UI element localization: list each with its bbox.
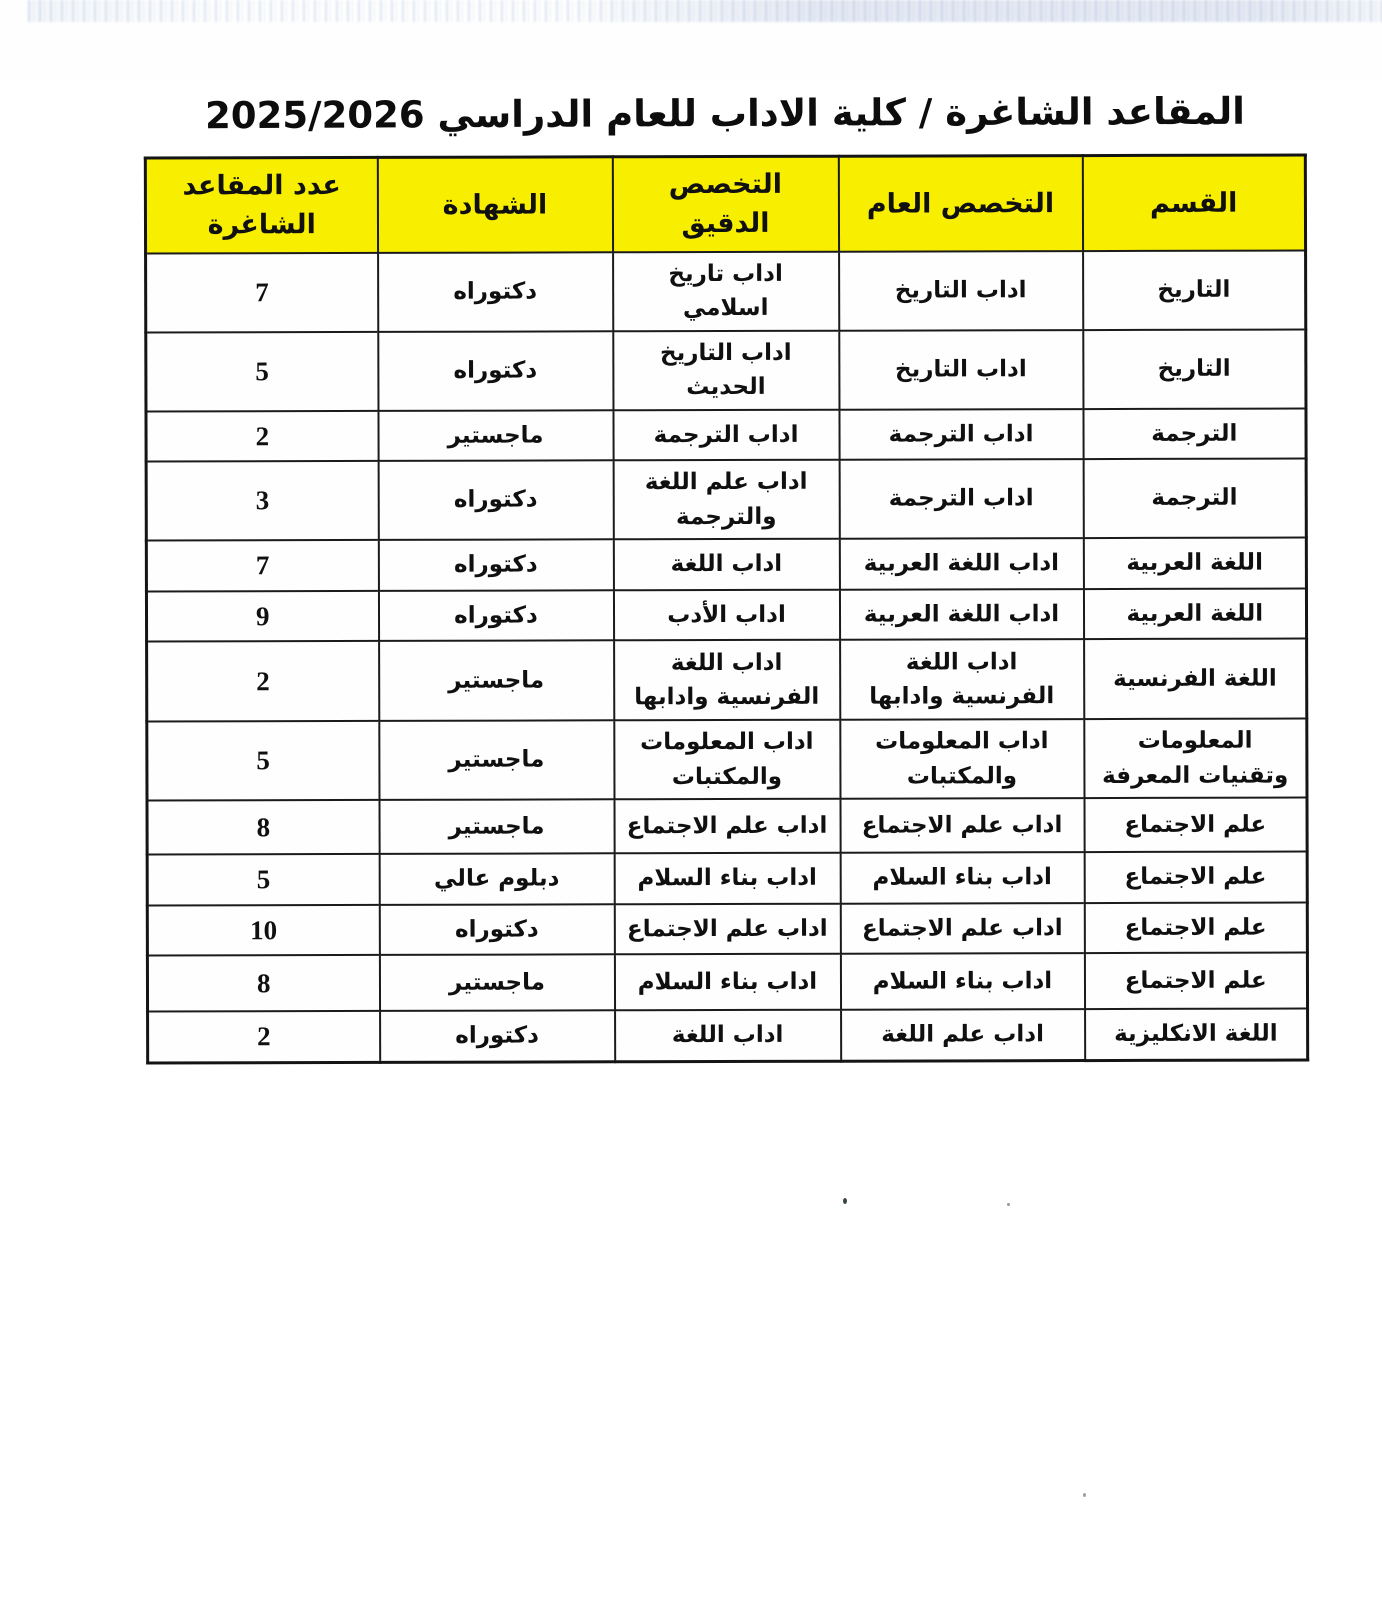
cell-degree: دبلوم عالي <box>379 853 614 904</box>
table-row <box>146 588 1306 642</box>
cell-degree: دكتوراه <box>379 904 614 955</box>
cell-seats: 7 <box>146 540 378 591</box>
cell-department: الترجمة <box>1083 408 1306 459</box>
cell-seats: 2 <box>148 1011 380 1063</box>
cell-specific: اداب الترجمة <box>613 409 839 460</box>
cell-degree: دكتوراه <box>378 331 613 411</box>
cell-specific: اداب الأدب <box>613 589 839 640</box>
table-row <box>147 718 1307 800</box>
cell-degree: ماجستير <box>379 799 614 854</box>
cell-specific: اداب اللغة <box>613 539 839 590</box>
cell-department: التاريخ <box>1083 329 1306 409</box>
cell-general: اداب التاريخ <box>839 330 1083 410</box>
cell-seats: 2 <box>147 641 379 722</box>
cell-specific: اداب التاريخ الحديث <box>613 330 839 410</box>
table-row <box>147 851 1307 905</box>
cell-degree: دكتوراه <box>378 252 613 332</box>
table-row <box>146 329 1306 411</box>
header-degree: الشهادة <box>377 157 612 253</box>
cell-degree: دكتوراه <box>380 1010 615 1062</box>
cell-department: علم الاجتماع <box>1084 797 1307 852</box>
vacant-seats-table <box>144 153 1309 1064</box>
cell-general: اداب المعلومات والمكتبات <box>840 719 1084 799</box>
table-row <box>147 902 1307 956</box>
table-row <box>148 1008 1308 1062</box>
cell-department: علم الاجتماع <box>1084 851 1307 902</box>
cell-specific: اداب المعلومات والمكتبات <box>614 720 840 800</box>
table-row <box>147 797 1307 854</box>
cell-general: اداب بناء السلام <box>840 852 1084 903</box>
cell-degree: ماجستير <box>378 410 613 461</box>
cell-specific: اداب بناء السلام <box>614 954 840 1011</box>
cell-general: اداب الترجمة <box>839 409 1083 460</box>
cell-general: اداب علم اللغة <box>841 1009 1085 1061</box>
cell-general: اداب التاريخ <box>839 251 1083 331</box>
scan-speck <box>1007 1203 1010 1206</box>
table-header-row <box>145 155 1305 253</box>
cell-specific: اداب علم الاجتماع <box>614 799 840 854</box>
table-row <box>147 638 1307 721</box>
header-general-specialization: التخصص العام <box>838 156 1082 252</box>
cell-general: اداب علم الاجتماع <box>840 903 1084 954</box>
cell-specific: اداب اللغة <box>615 1010 841 1062</box>
scan-speck <box>1083 1493 1086 1497</box>
cell-seats: 5 <box>147 721 379 801</box>
cell-general: اداب اللغة الفرنسية وادابها <box>840 639 1084 720</box>
cell-department: اللغة الانكليزية <box>1085 1008 1308 1060</box>
cell-specific: اداب بناء السلام <box>614 853 840 904</box>
cell-department: المعلومات وتقنيات المعرفة <box>1084 718 1307 798</box>
scan-speck <box>843 1198 847 1204</box>
cell-department: علم الاجتماع <box>1084 902 1307 953</box>
cell-general: اداب اللغة العربية <box>839 538 1083 589</box>
header-vacant-seats: عدد المقاعد الشاغرة <box>145 157 377 253</box>
cell-degree: ماجستير <box>379 640 614 721</box>
cell-degree: دكتوراه <box>378 590 613 641</box>
cell-degree: ماجستير <box>379 954 614 1011</box>
cell-seats: 10 <box>147 904 379 955</box>
cell-general: اداب اللغة العربية <box>839 589 1083 640</box>
cell-department: علم الاجتماع <box>1084 952 1307 1009</box>
table-row <box>146 408 1306 462</box>
cell-specific: اداب تاريخ اسلامي <box>613 251 839 331</box>
cell-seats: 8 <box>147 955 379 1012</box>
cell-seats: 5 <box>147 854 379 905</box>
scan-artifact <box>28 0 1382 22</box>
cell-seats: 9 <box>146 590 378 641</box>
cell-general: اداب بناء السلام <box>840 953 1084 1010</box>
table-row <box>146 537 1306 591</box>
cell-department: التاريخ <box>1083 250 1306 330</box>
table-row <box>147 952 1307 1011</box>
cell-department: اللغة العربية <box>1083 588 1306 639</box>
cell-seats: 2 <box>146 410 378 461</box>
table-row <box>146 458 1306 540</box>
cell-seats: 8 <box>147 800 379 855</box>
page-title: المقاعد الشاغرة / كلية الاداب للعام الدراسي 2025/2026 <box>204 89 1246 138</box>
cell-specific: اداب علم اللغة والترجمة <box>613 460 839 540</box>
cell-degree: ماجستير <box>379 720 614 800</box>
cell-specific: اداب علم الاجتماع <box>614 903 840 954</box>
cell-seats: 7 <box>146 252 378 332</box>
cell-degree: دكتوراه <box>378 460 613 540</box>
cell-department: اللغة الفرنسية <box>1084 638 1307 719</box>
cell-general: اداب علم الاجتماع <box>840 798 1084 853</box>
table-row <box>146 250 1306 332</box>
header-department: القسم <box>1082 155 1305 251</box>
cell-department: الترجمة <box>1083 458 1306 538</box>
cell-seats: 5 <box>146 331 378 411</box>
cell-degree: دكتوراه <box>378 539 613 590</box>
cell-specific: اداب اللغة الفرنسية وادابها <box>614 640 840 721</box>
cell-seats: 3 <box>146 461 378 541</box>
cell-general: اداب الترجمة <box>839 459 1083 539</box>
cell-department: اللغة العربية <box>1083 537 1306 588</box>
header-specific-specialization: التخصص الدقيق <box>612 156 838 252</box>
